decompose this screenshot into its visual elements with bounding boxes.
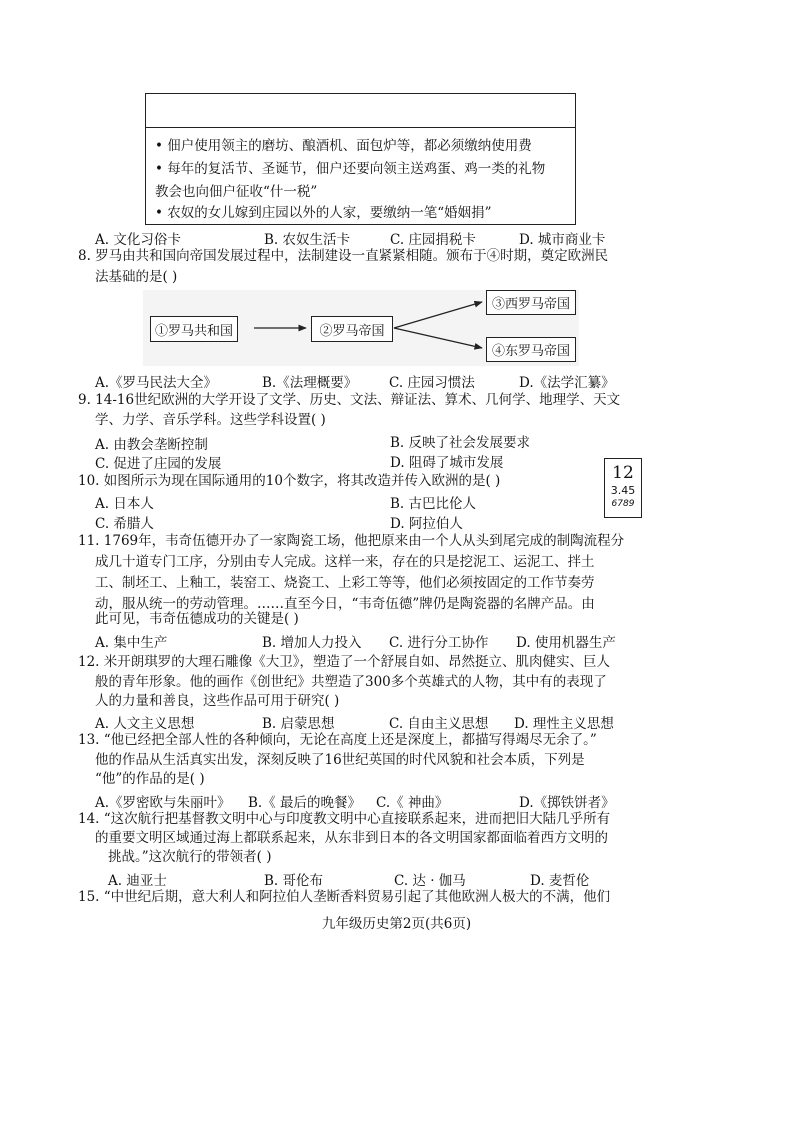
- q8-node-western-roman: ③西罗马帝国: [486, 290, 576, 315]
- q9-option-a: A. 由教会垄断控制: [95, 437, 208, 453]
- q12-option-b: B. 启蒙思想: [262, 716, 335, 732]
- q7-box-line-1: • 佃户使用领主的磨坊、酿酒机、面包炉等，都必须缴纳使用费: [155, 138, 532, 154]
- q14-stem-line-2: 的重要文明区域通过海上都联系起来，从东非到日本的各文明国家都面临着西方文明的: [95, 830, 608, 846]
- q9-stem-line-1: 9. 14-16世纪欧洲的大学开设了文学、历史、文法、辩证法、算术、几何学、地理学、天文: [78, 392, 621, 408]
- q13-option-b: B.《 最后的晚餐》: [248, 795, 362, 811]
- q7-box-line-3: 教会也向佃户征收“什一税”: [155, 184, 318, 200]
- q8-option-b: B.《法理概要》: [262, 375, 358, 391]
- q8-diagram-arrows: [0, 0, 793, 400]
- q14-stem-line-3: 挑战。”这次航行的带领者( ): [108, 849, 272, 865]
- numeral-line-2: 3.45: [610, 484, 636, 497]
- q10-option-d: D. 阿拉伯人: [390, 516, 463, 532]
- q8-node-roman-republic: ①罗马共和国: [150, 316, 238, 342]
- q14-option-a: A. 迪亚士: [108, 873, 167, 889]
- q8-option-a: A.《罗马民法大全》: [95, 375, 218, 391]
- q14-stem-line-1: 14. “这次航行把基督教文明中心与印度教文明中心直接联系起来，进而把旧大陆几乎所有: [78, 811, 611, 827]
- q13-option-a: A.《罗密欧与朱丽叶》: [95, 795, 231, 811]
- q13-stem-line-2: 他的作品从生活真实出发，深刻反映了16世纪英国的时代风貌和社会本质，下列是: [95, 752, 585, 768]
- q13-stem-line-1: 13. “他已经把全部人性的各种倾向，无论在高度上还是深度上，都描写得竭尽无余了。”: [78, 732, 597, 748]
- q7-option-b: B. 农奴生活卡: [264, 232, 351, 248]
- q9-option-d: D. 阻碍了城市发展: [390, 455, 504, 471]
- q7-option-c: C. 庄园捐税卡: [390, 232, 476, 248]
- q8-option-d: D.《法学汇纂》: [519, 375, 615, 391]
- q11-stem-line-3: 工、制坯工、上釉工，装窑工、烧瓷工、上彩工等等，他们必须按固定的工作节奏劳: [95, 575, 595, 591]
- q11-option-a: A. 集中生产: [95, 635, 168, 651]
- arrow-empire-to-east: [394, 328, 482, 348]
- q9-option-c: C. 促进了庄园的发展: [95, 456, 222, 472]
- q8-node-eastern-roman: ④东罗马帝国: [486, 337, 576, 362]
- q9-stem-line-2: 学、力学、音乐学科。这些学科设置( ): [95, 412, 326, 428]
- q8-node-roman-empire: ②罗马帝国: [311, 316, 393, 342]
- q7-option-a: A. 文化习俗卡: [95, 232, 181, 248]
- q10-option-a: A. 日本人: [95, 496, 154, 512]
- q11-stem-line-5: 此可见，韦奇伍德成功的关键是( ): [95, 611, 299, 627]
- q12-stem-line-3: 人的力量和善良，这些作品可用于研究( ): [95, 693, 340, 709]
- q15-stem-line-1: 15. “中世纪后期，意大利人和阿拉伯人垄断香料贸易引起了其他欧洲人极大的不满，他们: [78, 889, 611, 905]
- arrow-empire-to-west: [394, 302, 482, 328]
- q7-option-d: D. 城市商业卡: [519, 232, 606, 248]
- q11-option-d: D. 使用机器生产: [516, 635, 616, 651]
- numeral-line-1: 12: [612, 463, 634, 483]
- q12-option-d: D. 理性主义思想: [514, 716, 614, 732]
- q14-option-b: B. 哥伦布: [264, 873, 324, 889]
- q8-stem-line-2: 法基础的是( ): [95, 269, 178, 285]
- q9-option-b: B. 反映了社会发展要求: [390, 435, 531, 451]
- q12-stem-line-2: 般的青年形象。他的画作《创世纪》共塑造了300多个英雄式的人物，其中有的表现了: [95, 674, 607, 690]
- q12-option-c: C. 自由主义思想: [389, 716, 489, 732]
- q11-stem-line-4: 动，服从统一的劳动管理。……直至今日，“韦奇伍德”牌仍是陶瓷器的名牌产品。由: [95, 596, 595, 612]
- q10-option-b: B. 古巴比伦人: [390, 496, 477, 512]
- q11-option-b: B. 增加人力投入: [262, 635, 362, 651]
- q14-option-c: C. 达 · 伽马: [394, 873, 466, 889]
- q13-option-c: C.《 神曲》: [376, 795, 449, 811]
- q12-stem-line-1: 12. 米开朗琪罗的大理石雕像《大卫》，塑造了一个舒展自如、昂然挺立、肌肉健实、巨人: [78, 654, 611, 670]
- q13-stem-line-3: “他”的作品的是( ): [95, 771, 205, 787]
- q12-option-a: A. 人文主义思想: [95, 716, 195, 732]
- q7-box-line-4: • 农奴的女儿嫁到庄园以外的人家，要缴纳一笔“婚姻捐”: [155, 205, 492, 221]
- q8-stem-line-1: 8. 罗马由共和国向帝国发展过程中，法制建设一直紧紧相随。颁布于④时期，奠定欧洲民: [78, 248, 609, 264]
- q10-stem: 10. 如图所示为现在国际通用的10个数字，将其改造并传入欧洲的是( ): [78, 473, 501, 489]
- numeral-line-3: 6789: [611, 499, 635, 509]
- q14-option-d: D. 麦哲伦: [530, 873, 590, 889]
- q8-option-c: C. 庄园习惯法: [389, 375, 475, 391]
- q10-option-c: C. 希腊人: [95, 516, 154, 532]
- q10-numerals-figure: [604, 458, 642, 518]
- q13-option-d: D.《掷铁饼者》: [519, 795, 615, 811]
- q11-option-c: C. 进行分工协作: [389, 635, 489, 651]
- q7-box-line-2: • 每年的复活节、圣诞节，佃户还要向领主送鸡蛋、鸡一类的礼物: [155, 161, 546, 177]
- page-footer: 九年级历史第2页(共6页): [321, 916, 472, 932]
- q11-stem-line-1: 11. 1769年，韦奇伍德开办了一家陶瓷工场，他把原来由一个人从头到尾完成的制陶流程分: [78, 533, 625, 549]
- q11-stem-line-2: 成几十道专门工序，分别由专人完成。这样一来，存在的只是挖泥工、运泥工、拌土: [95, 554, 595, 570]
